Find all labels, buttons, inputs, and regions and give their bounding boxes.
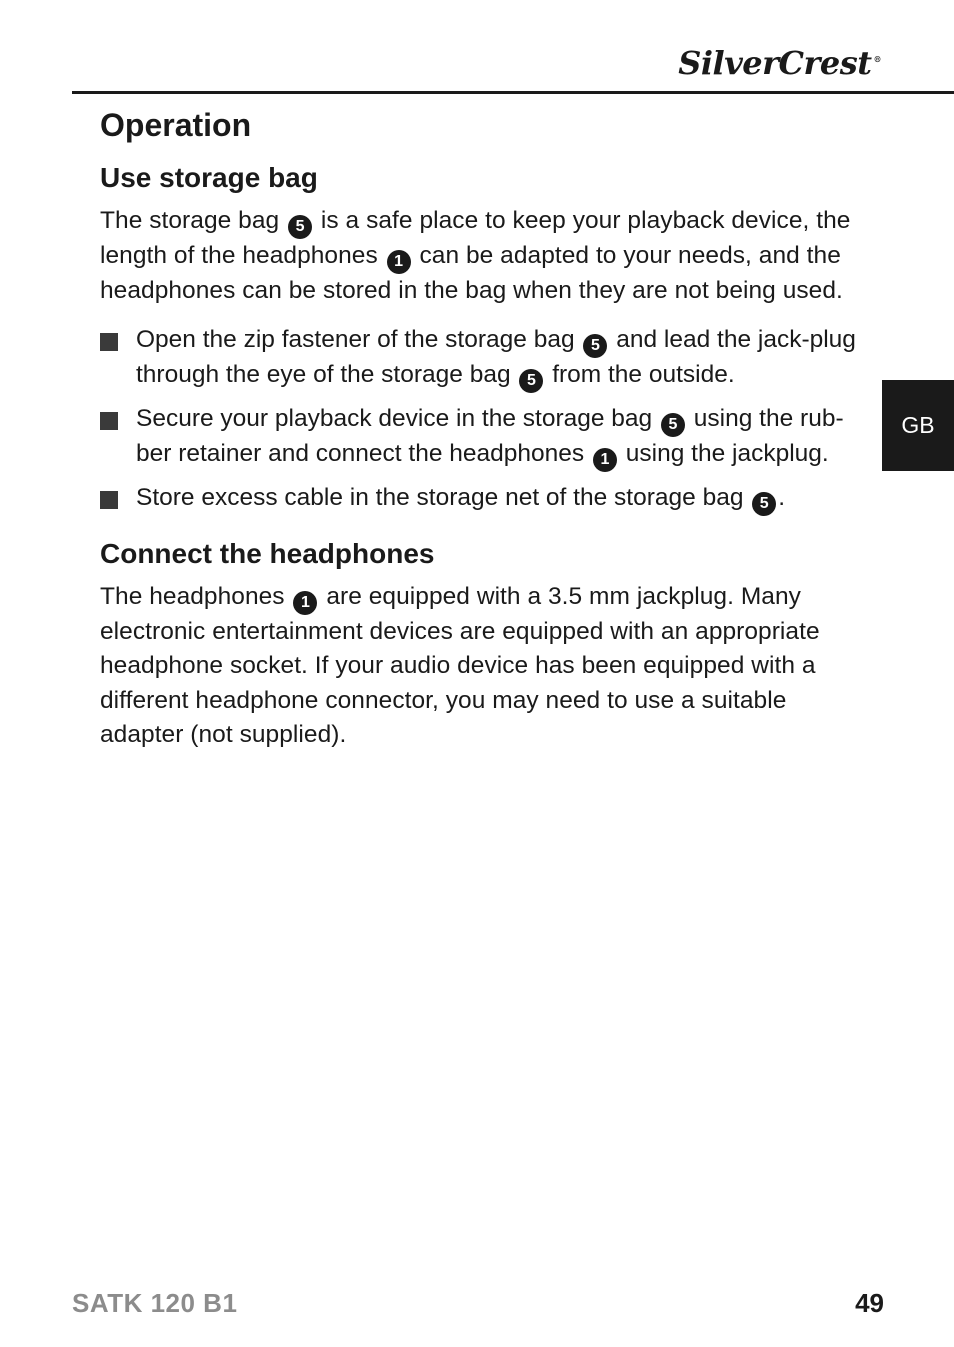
reference-number-icon: 5 [661,413,685,437]
connect-body [100,580,870,753]
connect-text: are equipped with a 3.5 mm jackplug. Many electronic entertainment devices are equipped with an appropriate headphone socket. If your audio device has been equipped with a different headphone connector, you may need to use a suitable adapter (not supplied). [100,582,820,749]
step-text: Secure your playback device in the storage bag [136,404,659,432]
step-text: using the rub-ber retainer and connect the headphones [136,404,844,467]
step-text: using the jackplug. [618,439,829,467]
storage-bag-intro [100,204,870,309]
storage-bag-heading: Use storage bag [100,162,318,193]
step-item [100,481,870,516]
step-item [100,323,870,393]
square-bullet-icon [100,412,118,430]
main-content [100,104,870,753]
header-rule [72,91,954,94]
step-text: Open the zip fastener of the storage bag [136,325,582,353]
step-text: from the outside. [545,360,735,388]
square-bullet-icon [100,491,118,509]
step-item [100,402,870,472]
reference-number-icon: 5 [519,369,543,393]
registered-mark: ® [873,54,881,65]
connect-text: The headphones [100,582,292,610]
intro-text: is a safe place to keep your playback device, the length of the headphones [100,207,851,269]
storage-bag-steps [100,323,870,516]
connect-heading: Connect the headphones [100,537,435,569]
intro-text: can be adapted to your needs, and the headphones can be stored in the bag when they are not being used. [100,242,843,304]
step-text: and lead the jack-plug through the eye of the storage bag [136,325,856,388]
reference-number-icon: 1 [387,250,411,274]
brand-name: SilverCrest [678,44,872,82]
section-title: Operation [100,107,252,143]
language-tab [882,380,954,471]
step-text: . [778,483,786,511]
reference-number-icon: 1 [293,591,317,615]
intro-text: The storage bag [100,207,287,234]
reference-number-icon: 5 [583,334,607,358]
language-tab-label: GB [901,412,935,438]
footer-model-number: SATK 120 B1 [72,1288,238,1318]
reference-number-icon: 1 [593,448,617,472]
reference-number-icon: 5 [288,215,312,239]
reference-number-icon: 5 [752,492,776,516]
brand-logo [678,44,881,82]
page-number: 49 [855,1288,884,1318]
square-bullet-icon [100,333,118,351]
step-text: Store excess cable in the storage net of the storage bag [136,483,751,511]
